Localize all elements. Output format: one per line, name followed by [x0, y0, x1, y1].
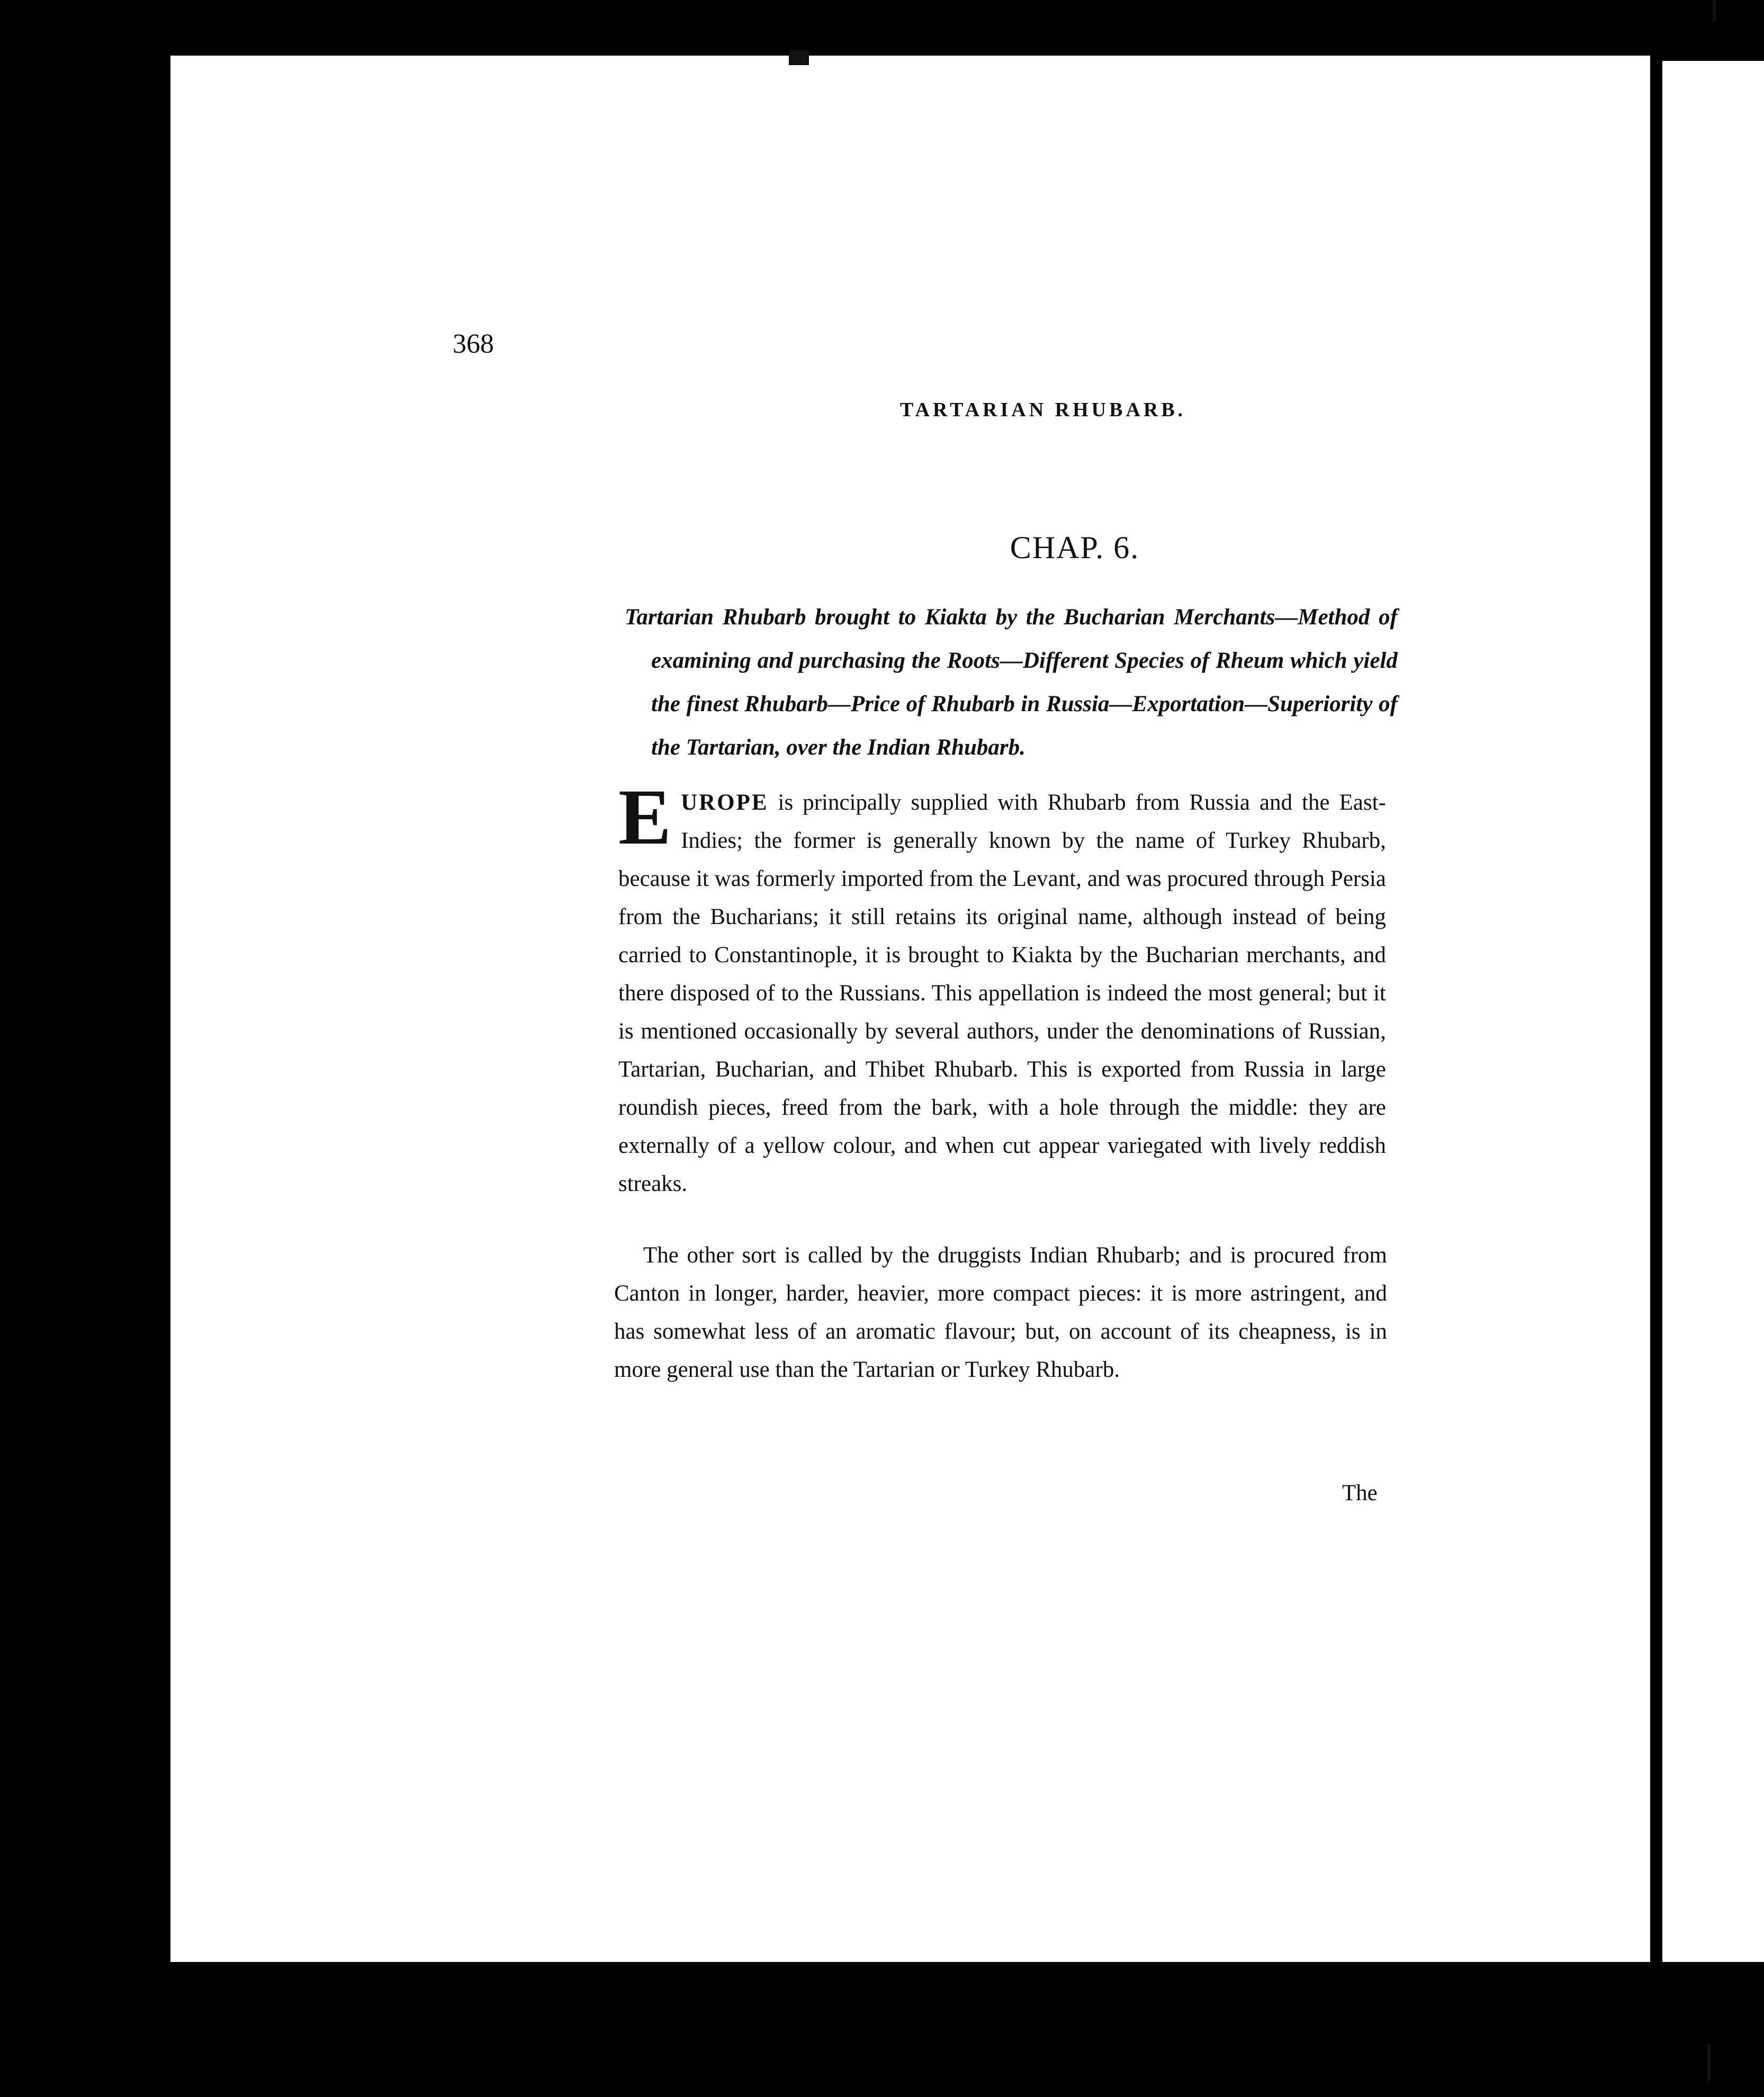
running-head: TARTARIAN RHUBARB.: [900, 399, 1186, 421]
paragraph-2: The other sort is called by the druggists Indian Rhubarb; and is procured from Canton in longer, harder, heavier, more compact pieces: it is more astringent, and has somewhat less of an aromatic flavour; but, on account of its cheapness, is in more general use than the Tartarian or Turkey Rhubarb.: [614, 1243, 1387, 1382]
drop-cap: E: [618, 773, 672, 861]
page-number: 368: [453, 329, 494, 359]
paragraph-1-lead: UROPE: [681, 790, 769, 815]
catchword: The: [1342, 1481, 1378, 1505]
chapter-summary-text: Tartarian Rhubarb brought to Kiakta by the Bucharian Merchants—Method of examining and purchasing the Roots—Different Species of Rheum which yield the finest Rhubarb—Price of Rhubarb in Russia—Exportation—Superiority of the Tartarian, over the Indian Rhubarb.: [625, 605, 1398, 760]
bottom-right-mark: [1707, 2044, 1711, 2081]
paragraph-1-text: is principally supplied with Rhubarb from Russia and the East-Indies; the former is generally known by the name of Turkey Rhubarb, because it was formerly imported from the Levant, and was procured through Persia from the Bucharians; it still retains its original name, although instead of being carried to Constantinople, it is brought to Kiakta by the Bucharian merchants, and there disposed of to the Russians. This appellation is indeed the most general; but it is mentioned occasionally by several authors, under the denominations of Russian, Tartarian, Bucharian, and Thibet Rhubarb. This is exported from Russia in large roundish pieces, freed from the bark, with a hole through the middle: they are externally of a yellow colour, and when cut appear variegated with lively reddish streaks.: [618, 790, 1386, 1196]
facing-page-edge: [1662, 61, 1764, 1962]
chapter-summary: [625, 596, 1398, 769]
paragraph-1: [618, 773, 1386, 1203]
top-ink-mark: [789, 50, 809, 65]
chapter-title: CHAP. 6.: [1010, 530, 1140, 565]
right-edge-mark: [1713, 0, 1716, 21]
